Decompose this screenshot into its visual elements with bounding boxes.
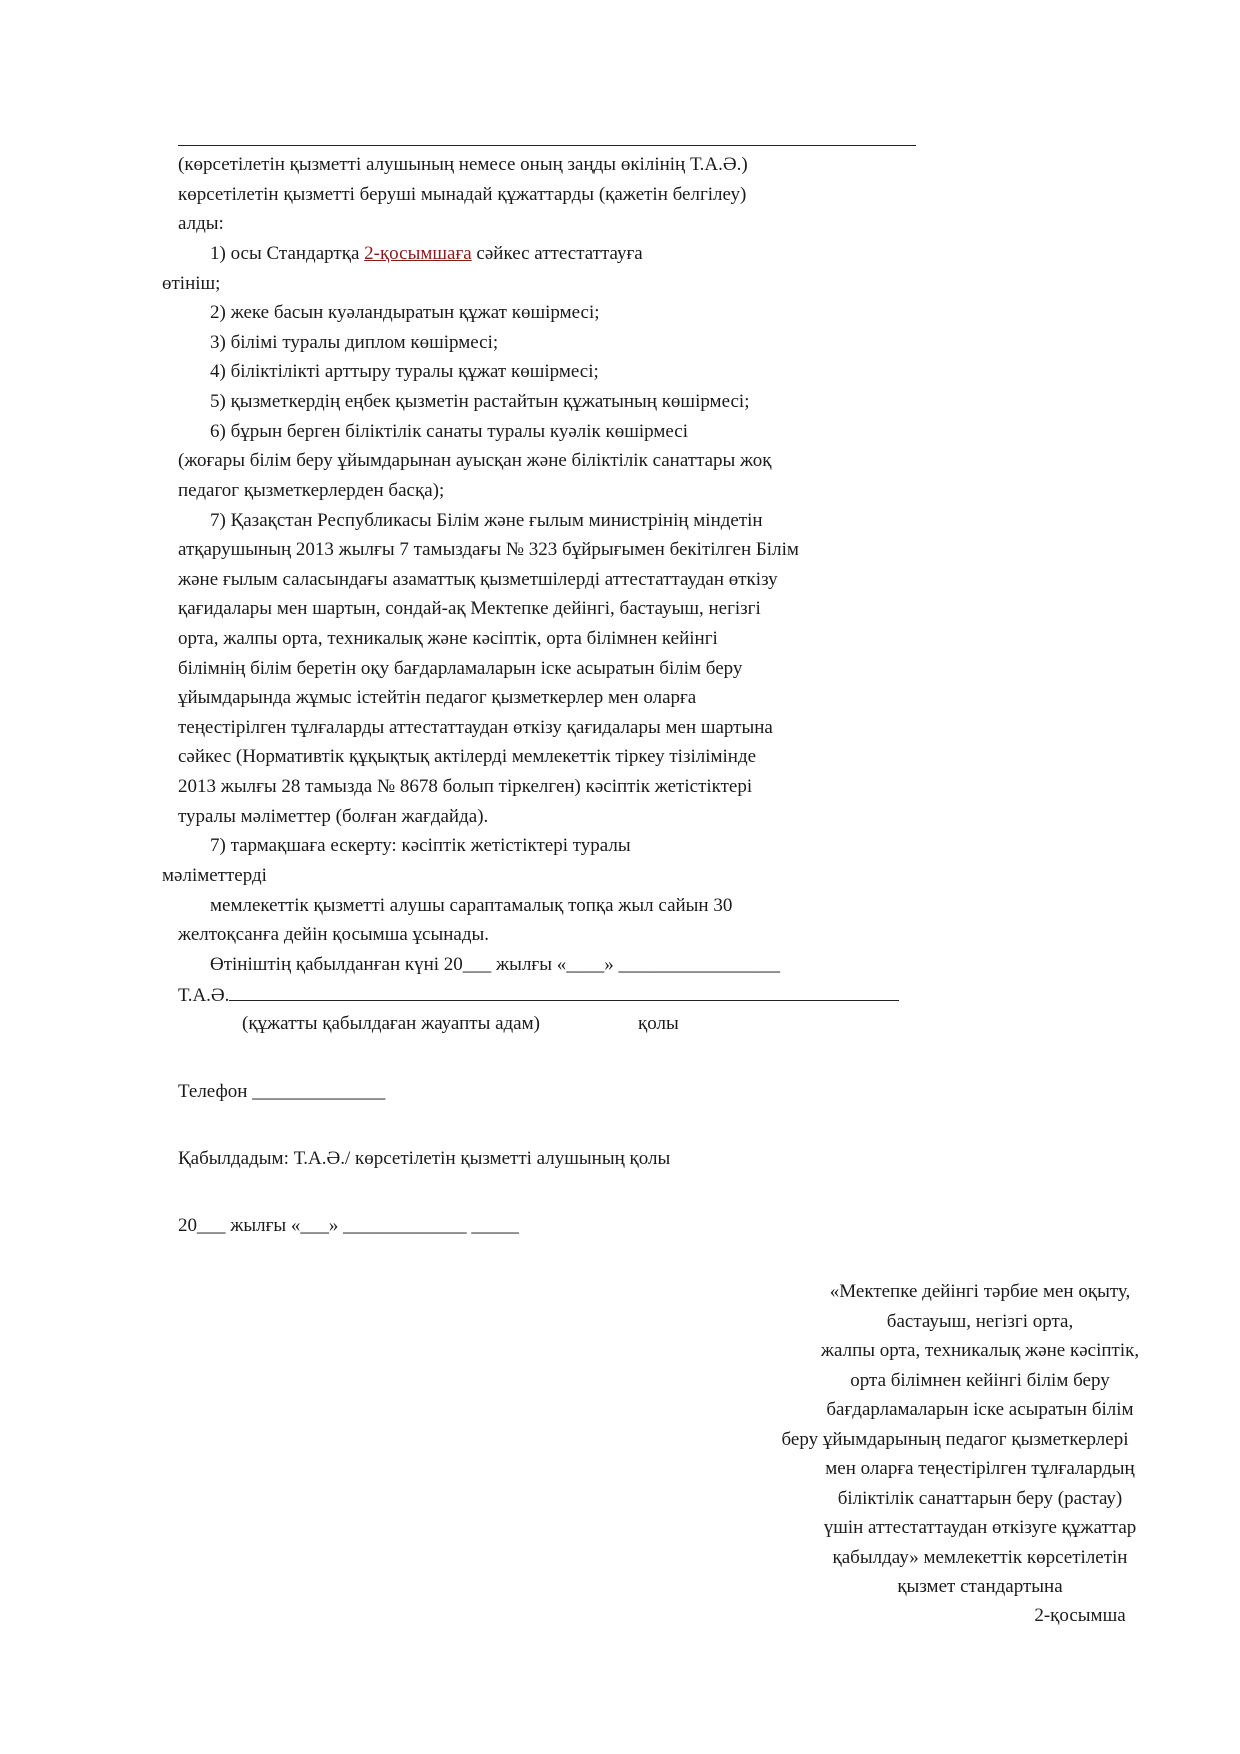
list-item-7-line: атқарушының 2013 жылғы 7 тамыздағы № 323 бұйрығымен бекітілген Білім	[178, 539, 799, 560]
list-item-7-line: 2013 жылғы 28 тамызда № 8678 болып тіркелген) кәсіптік жетістіктері	[178, 776, 753, 797]
appendix-line: бағдарламаларын іске асыратын білім	[826, 1399, 1134, 1420]
list-item-7-line: орта, жалпы орта, техникалық және кәсіптік, орта білімнен кейінгі	[178, 628, 718, 649]
phone-line: Телефон ______________	[178, 1081, 386, 1102]
responsible-caption: (құжатты қабылдаған жауапты адам)	[242, 1013, 540, 1034]
responsible-fio-line	[178, 982, 899, 1008]
list-item-1	[210, 242, 643, 266]
appendix-line: орта білімнен кейінгі білім беру	[850, 1370, 1110, 1391]
list-item-5: 5) қызметкердің еңбек қызметін растайтын құжатының көшірмесі;	[210, 391, 750, 412]
appendix-line: қабылдау» мемлекеттік көрсетілетін	[832, 1547, 1128, 1568]
list-item-1-post: сәйкес аттестаттауға	[471, 243, 643, 264]
list-item-6-continuation-1: (жоғары білім беру ұйымдарынан ауысқан және біліктілік санаттары жоқ	[178, 450, 772, 471]
appendix-line: біліктілік санаттарын беру (растау)	[837, 1488, 1123, 1509]
top-signature-rule	[178, 145, 916, 146]
appendix-line: мен оларға теңестірілген тұлғалардың	[825, 1458, 1135, 1479]
list-item-7-line: ұйымдарында жұмыс істейтін педагог қызметкерлер мен оларға	[178, 687, 697, 708]
appendix-line: беру ұйымдарының педагог қызметкерлері	[781, 1429, 1129, 1450]
appendix-line: «Мектепке дейінгі тәрбие мен оқыту,	[829, 1281, 1131, 1302]
signature-caption: қолы	[638, 1013, 679, 1034]
note-line-3: мемлекеттік қызметті алушы сараптамалық топқа жыл сайын 30	[210, 895, 733, 916]
list-item-1-pre: 1) осы Стандартқа	[210, 243, 365, 264]
list-item-3: 3) білімі туралы диплом көшірмесі;	[210, 332, 499, 353]
appendix-line: қызмет стандартына	[897, 1576, 1063, 1597]
list-item-7-line: білімнің білім беретін оқу бағдарламаларын іске асыратын білім беру	[178, 658, 743, 679]
list-item-7-line: сәйкес (Нормативтік құқықтық актілерді мемлекеттік тіркеу тізілімінде	[178, 746, 757, 767]
date-line: 20___ жылғы «___» _____________ _____	[178, 1215, 519, 1236]
intro-line-2: алды:	[178, 213, 224, 234]
fio-label: Т.А.Ә.	[178, 985, 230, 1006]
note-line-4: желтоқсанға дейін қосымша ұсынады.	[178, 924, 490, 945]
list-item-6-continuation-2: педагог қызметкерлерден басқа);	[178, 480, 445, 501]
accepted-date-line: Өтініштің қабылданған күні 20___ жылғы «____» _________________	[210, 954, 780, 975]
note-line-2: мәліметтерді	[162, 865, 267, 886]
appendix-number: 2-қосымша	[1034, 1605, 1126, 1626]
appendix-line: жалпы орта, техникалық және кәсіптік,	[820, 1340, 1140, 1361]
applicant-caption: (көрсетілетін қызметті алушының немесе оның заңды өкілінің Т.А.Ә.)	[178, 154, 748, 175]
list-item-1-continuation: өтініш;	[162, 273, 221, 294]
list-item-7-line: және ғылым саласындағы азаматтық қызметшілерді аттестаттаудан өткізу	[178, 569, 778, 590]
received-line: Қабылдадым: Т.А.Ә./ көрсетілетін қызметті алушының қолы	[178, 1148, 671, 1169]
note-line-1: 7) тармақшаға ескерту: кәсіптік жетістіктері туралы	[210, 835, 631, 856]
appendix-line: үшін аттестаттаудан өткізуге құжаттар	[823, 1517, 1137, 1538]
list-item-6: 6) бұрын берген біліктілік санаты туралы куәлік көшірмесі	[210, 421, 688, 442]
appendix-2-link[interactable]: 2-қосымшаға	[364, 243, 472, 264]
list-item-4: 4) біліктілікті арттыру туралы құжат көшірмесі;	[210, 361, 599, 382]
list-item-7-line: туралы мәліметтер (болған жағдайда).	[178, 806, 489, 827]
appendix-line: бастауыш, негізгі орта,	[886, 1311, 1074, 1332]
list-item-7-line: теңестірілген тұлғаларды аттестаттаудан өткізу қағидалары мен шартына	[178, 717, 773, 738]
intro-line-1: көрсетілетін қызметті беруші мынадай құжаттарды (қажетін белгілеу)	[178, 184, 747, 205]
fio-underline	[229, 982, 899, 1001]
list-item-7-line: қағидалары мен шартын, сондай-ақ Мектепке дейінгі, бастауыш, негізгі	[178, 598, 761, 619]
list-item-2: 2) жеке басын куәландыратын құжат көшірмесі;	[210, 302, 600, 323]
list-item-7-line: 7) Қазақстан Республикасы Білім және ғылым министрінің міндетін	[210, 510, 763, 531]
